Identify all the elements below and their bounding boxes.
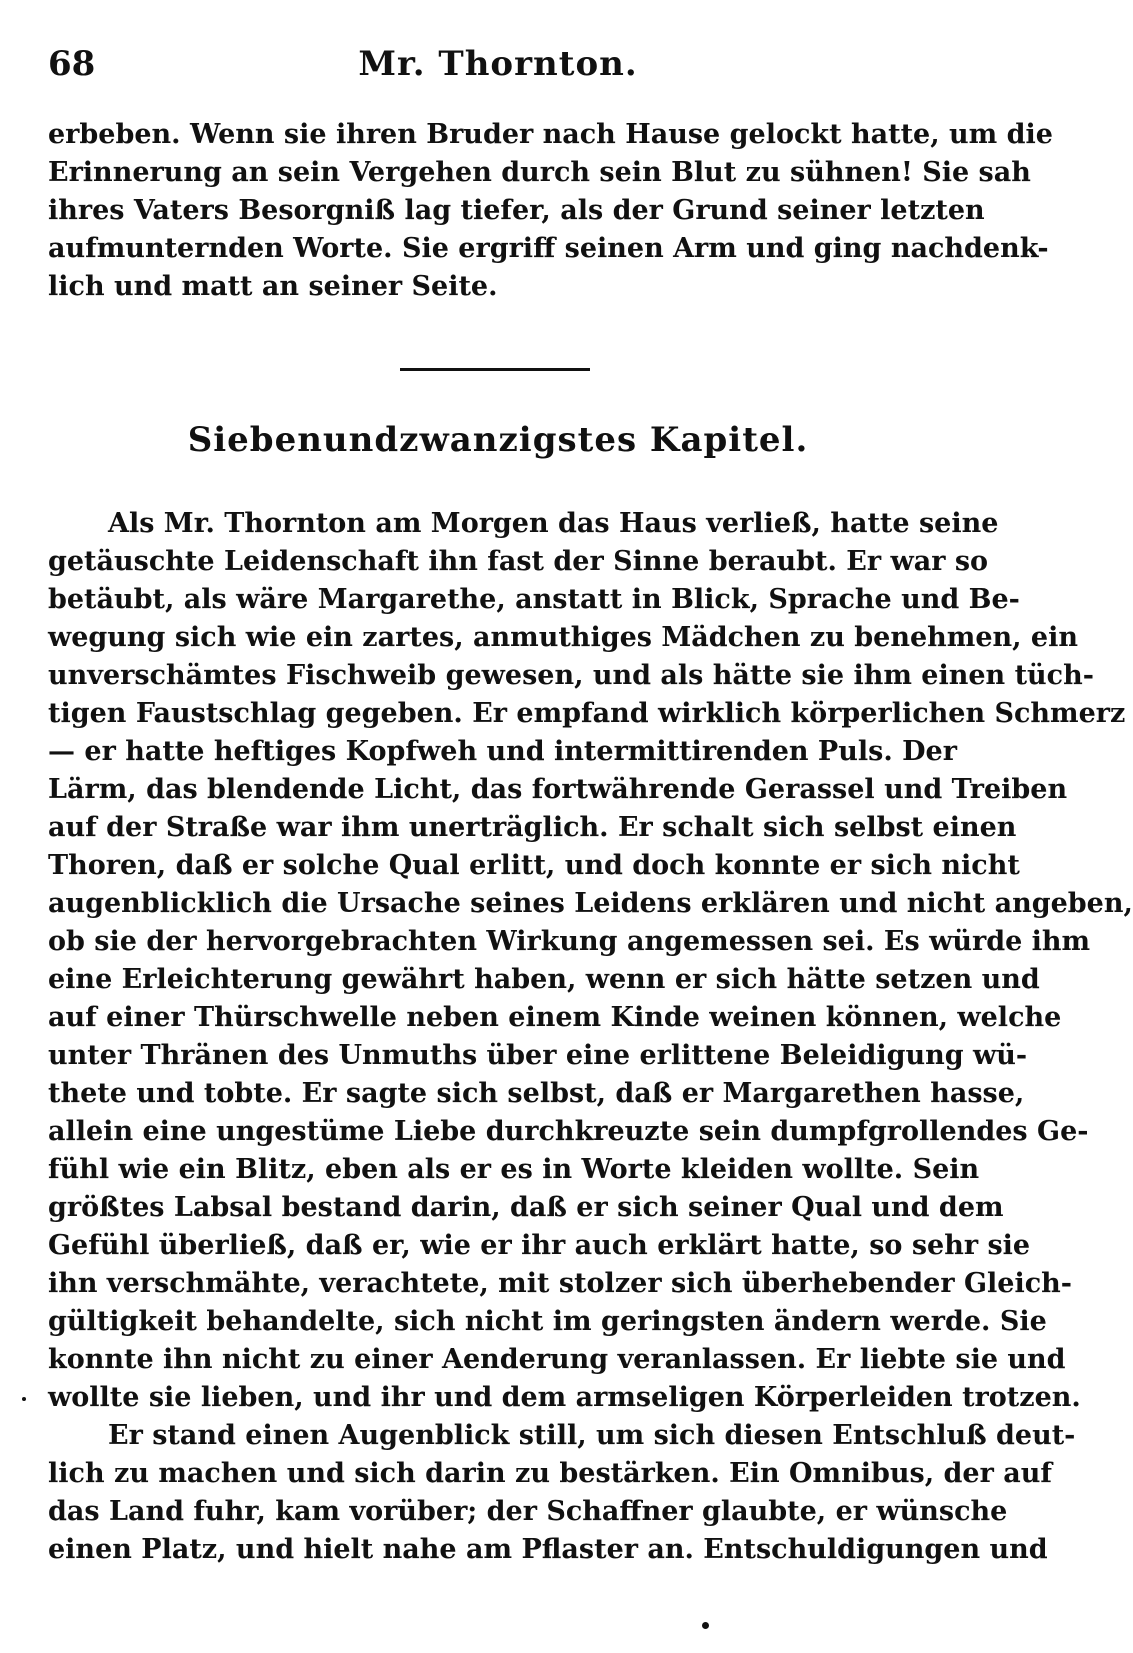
- section-divider: [400, 368, 590, 371]
- page-header: [48, 44, 948, 94]
- text-line: wollte sie lieben, und ihr und dem armseligen Körperleiden trotzen.: [48, 1382, 1081, 1413]
- text-line: tigen Faustschlag gegeben. Er empfand wirklich körperlichen Schmerz: [48, 698, 1126, 729]
- text-line: wegung sich wie ein zartes, anmuthiges Mädchen zu benehmen, ein: [48, 622, 1078, 653]
- text-line: das Land fuhr, kam vorüber; der Schaffner glaubte, er wünsche: [48, 1496, 1008, 1527]
- text-line: thete und tobte. Er sagte sich selbst, daß er Margarethen hasse,: [48, 1078, 1025, 1109]
- text-line: ihres Vaters Besorgniß lag tiefer, als der Grund seiner letzten: [48, 195, 985, 226]
- text-line: — er hatte heftiges Kopfweh und intermittirenden Puls. Der: [48, 736, 957, 767]
- ink-speck: [702, 1622, 709, 1629]
- text-line: Gefühl überließ, daß er, wie er ihr auch erklärt hatte, so sehr sie: [48, 1230, 1031, 1261]
- continuation-paragraph: [48, 116, 1053, 306]
- page-number: 68: [48, 44, 96, 84]
- text-line: lich und matt an seiner Seite.: [48, 271, 498, 302]
- text-line: Erinnerung an sein Vergehen durch sein Blut zu sühnen! Sie sah: [48, 157, 1031, 188]
- text-line: ihn verschmähte, verachtete, mit stolzer sich überhebender Gleich-: [48, 1268, 1072, 1299]
- text-line: unverschämtes Fischweib gewesen, und als hätte sie ihm einen tüch-: [48, 660, 1094, 691]
- text-line: lich zu machen und sich darin zu bestärken. Ein Omnibus, der auf: [48, 1458, 1052, 1489]
- text-line: Lärm, das blendende Licht, das fortwährende Gerassel und Treiben: [48, 774, 1068, 805]
- text-line: gültigkeit behandelte, sich nicht im geringsten ändern werde. Sie: [48, 1306, 1047, 1337]
- text-line: augenblicklich die Ursache seines Leidens erklären und nicht angeben,: [48, 888, 1133, 919]
- text-line: erbeben. Wenn sie ihren Bruder nach Hause gelockt hatte, um die: [48, 119, 1053, 150]
- text-line: konnte ihn nicht zu einer Aenderung veranlassen. Er liebte sie und: [48, 1344, 1066, 1375]
- text-line: aufmunternden Worte. Sie ergriff seinen Arm und ging nachdenk-: [48, 233, 1049, 264]
- text-line: getäuschte Leidenschaft ihn fast der Sinne beraubt. Er war so: [48, 546, 989, 577]
- text-line: einen Platz, und hielt nahe am Pflaster an. Entschuldigungen und: [48, 1534, 1048, 1565]
- text-line: ob sie der hervorgebrachten Wirkung angemessen sei. Es würde ihm: [48, 926, 1091, 957]
- running-head: Mr. Thornton.: [358, 44, 638, 84]
- text-line: auf einer Thürschwelle neben einem Kinde weinen können, welche: [48, 1002, 1062, 1033]
- text-line: unter Thränen des Unmuths über eine erlittene Beleidigung wü-: [48, 1040, 1028, 1071]
- text-line: eine Erleichterung gewährt haben, wenn er sich hätte setzen und: [48, 964, 1040, 995]
- text-line: Er stand einen Augenblick still, um sich diesen Entschluß deut-: [108, 1420, 1076, 1451]
- text-line: Als Mr. Thornton am Morgen das Haus verließ, hatte seine: [108, 508, 999, 539]
- text-line: größtes Labsal bestand darin, daß er sich seiner Qual und dem: [48, 1192, 1004, 1223]
- text-line: Thoren, daß er solche Qual erlitt, und doch konnte er sich nicht: [48, 850, 1020, 881]
- text-line: allein eine ungestüme Liebe durchkreuzte sein dumpfgrollendes Ge-: [48, 1116, 1089, 1147]
- text-line: betäubt, als wäre Margarethe, anstatt in Blick, Sprache und Be-: [48, 584, 1020, 615]
- text-line: auf der Straße war ihm unerträglich. Er schalt sich selbst einen: [48, 812, 1017, 843]
- chapter-body: [48, 505, 1133, 1569]
- ink-speck: [22, 1397, 26, 1401]
- chapter-heading: Siebenundzwanzigstes Kapitel.: [187, 420, 809, 460]
- text-line: fühl wie ein Blitz, eben als er es in Worte kleiden wollte. Sein: [48, 1154, 980, 1185]
